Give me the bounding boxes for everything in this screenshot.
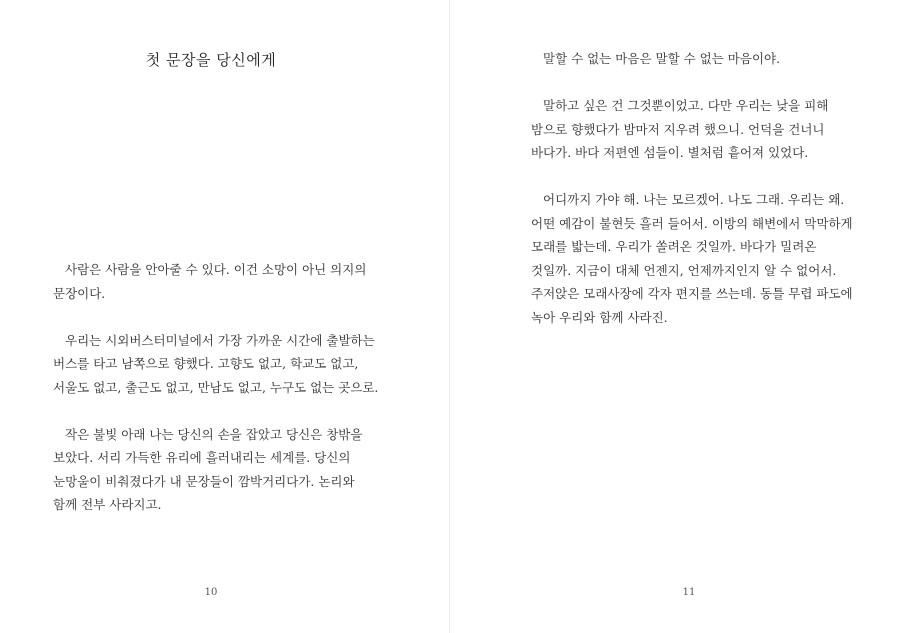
- page-number-right: 11: [682, 587, 696, 598]
- text-line: 우리는 시외버스터미널에서 가장 가까운 시간에 출발하는: [65, 332, 375, 348]
- text-line: 어디까지 가야 해. 나는 모르겠어. 나도 그래. 우리는 왜.: [543, 192, 845, 207]
- text-line: 보았다. 서리 가득한 유리에 흘러내리는 세계를. 당신의: [53, 450, 351, 465]
- text-line: 녹아 우리와 함께 사라진.: [531, 309, 668, 325]
- text-line: 눈망울이 비춰졌다가 내 문장들이 깜박거리다가. 논리와: [53, 473, 355, 489]
- paragraph: [53, 423, 393, 517]
- paragraph: [531, 188, 861, 329]
- text-line: 말할 수 없는 마음은 말할 수 없는 마음이야.: [543, 51, 781, 66]
- text-line: 것일까. 지금이 대체 언젠지, 언제까지인지 알 수 없어서.: [531, 262, 837, 278]
- paragraph: [53, 329, 393, 400]
- text-line: 서울도 없고, 출근도 없고, 만남도 없고, 누구도 없는 곳으로.: [53, 379, 379, 395]
- paragraph: [531, 94, 861, 165]
- text-line: 버스를 타고 남쪽으로 향했다. 고향도 없고, 학교도 없고,: [53, 356, 359, 371]
- page-number-left: 10: [204, 587, 218, 598]
- text-line: 말하고 싶은 건 그것뿐이었고. 다만 우리는 낮을 피해: [543, 98, 829, 113]
- text-line: 주저앉은 모래사장에 각자 편지를 쓰는데. 동틀 무렵 파도에: [531, 286, 853, 301]
- text-line: 모래를 밟는데. 우리가 쏠려온 것일까. 바다가 밀려온: [531, 239, 817, 254]
- paragraph: [531, 47, 861, 71]
- left-page-body: [53, 258, 393, 517]
- text-line: 어떤 예감이 불현듯 흘러 들어서. 이방의 해변에서 막막하게: [531, 215, 853, 231]
- text-line: 함께 전부 사라지고.: [53, 497, 162, 512]
- text-line: 사람은 사람을 안아줄 수 있다. 이건 소망이 아닌 의지의: [65, 262, 367, 277]
- text-line: 작은 불빛 아래 나는 당신의 손을 잡았고 당신은 창밖을: [65, 426, 363, 442]
- chapter-title: 첫 문장을 당신에게: [145, 51, 277, 69]
- text-line: 문장이다.: [53, 285, 106, 301]
- text-line: 바다가. 바다 저편엔 섬들이. 별처럼 흩어져 있었다.: [531, 145, 809, 160]
- right-page-body: [531, 47, 861, 329]
- paragraph: [53, 258, 393, 305]
- text-line: 밤으로 향했다가 밤마저 지우려 했으니. 언덕을 건너니: [531, 121, 825, 137]
